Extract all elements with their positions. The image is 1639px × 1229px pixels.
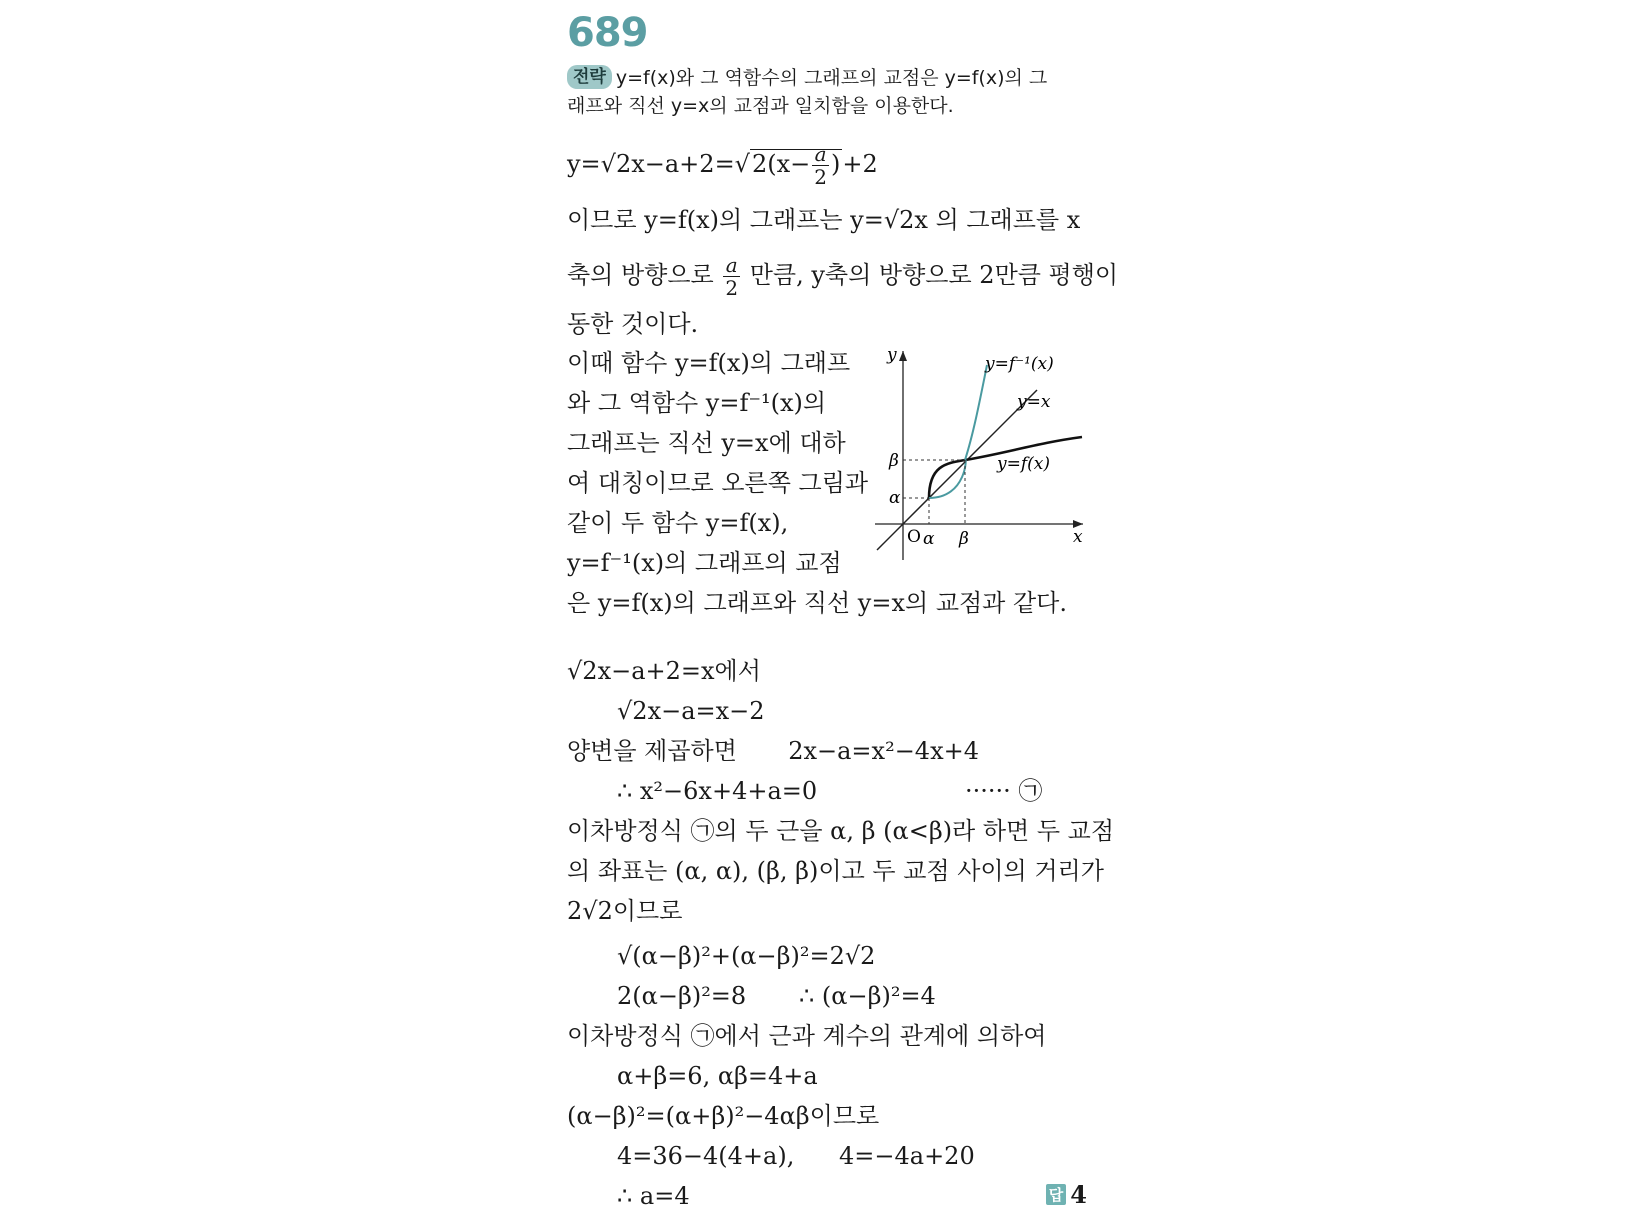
solution-line-11: α+β=6, αβ=4+a: [617, 1062, 818, 1090]
left-line-4: 여 대칭이므로 오른쪽 그림과: [567, 469, 869, 497]
solution-column: [567, 0, 1119, 1229]
strategy-badge: 전략: [567, 65, 612, 89]
solution-line-10: 이차방정식 ㉠에서 근과 계수의 관계에 의하여: [567, 1022, 1047, 1050]
solution-line-6: 의 좌표는 (α, α), (β, β)이고 두 교점 사이의 거리가: [567, 857, 1104, 885]
solution-line-13a: 4=36−4(4+a),: [617, 1142, 795, 1170]
solution-line-12: (α−β)²=(α+β)²−4αβ이므로: [567, 1102, 880, 1130]
solution-line-2: √2x−a=x−2: [617, 697, 765, 725]
solution-line-4: ∴ x²−6x+4+a=0: [617, 777, 818, 805]
alpha-y-label: α: [889, 488, 901, 508]
text-line-2a: 축의 방향으로: [567, 261, 714, 289]
solution-line-3: [567, 735, 979, 767]
inverse-label: y=f⁻¹(x): [985, 354, 1054, 374]
solution-line-13b: 4=−4a+20: [839, 1142, 975, 1170]
strategy-text-1: y=f(x)와 그 역함수의 그래프의 교점은 y=f(x)의 그: [615, 67, 1048, 89]
function-label: y=f(x): [997, 454, 1050, 474]
left-line-3: 그래프는 직선 y=x에 대하: [567, 429, 846, 457]
problem-number: 689: [567, 10, 648, 56]
answer: [1046, 1180, 1087, 1209]
alpha-x-label: α: [923, 529, 935, 549]
solution-line-1: √2x−a+2=x에서: [567, 657, 761, 685]
left-line-6: y=f⁻¹(x)의 그래프의 교점: [567, 549, 842, 577]
solution-line-7: 2√2이므로: [567, 897, 683, 925]
function-graph: [867, 345, 1087, 560]
equation-1: [567, 143, 878, 188]
answer-value: 4: [1070, 1180, 1087, 1209]
equation-1-radical: √2(x− $\frac{a}{2}$ ): [734, 142, 841, 189]
fraction-a-over-2: $\frac{a}{2}$: [814, 142, 827, 189]
solution-line-3-label: 양변을 제곱하면: [567, 737, 737, 765]
left-line-5: 같이 두 함수 y=f(x),: [567, 509, 789, 537]
equation-1-right: +2: [842, 150, 878, 178]
equation-reference: ······ ㉠: [965, 777, 1043, 805]
solution-line-14: ∴ a=4: [617, 1182, 690, 1210]
x-axis-label: x: [1073, 527, 1083, 547]
y-axis-arrow: [899, 351, 907, 361]
text-line-2: [567, 254, 1118, 299]
answer-badge: 답: [1046, 1184, 1067, 1205]
equation-1-left: y=√2x−a+2=: [567, 150, 735, 178]
beta-y-label: β: [889, 451, 899, 471]
beta-x-label: β: [959, 529, 969, 549]
strategy-line-2: 래프와 직선 y=x의 교점과 일치함을 이용한다.: [567, 95, 954, 117]
solution-line-8: √(α−β)²+(α−β)²=2√2: [617, 942, 876, 970]
origin-label: O: [907, 527, 921, 547]
solution-line-3-equation: 2x−a=x²−4x+4: [788, 737, 979, 765]
text-line-1: 이므로 y=f(x)의 그래프는 y=√2x 의 그래프를 x: [567, 206, 1081, 234]
left-line-2: 와 그 역함수 y=f⁻¹(x)의: [567, 389, 827, 417]
identity-label: y=x: [1017, 392, 1051, 412]
text-line-2b: 만큼, y축의 방향으로 2만큼 평행이: [749, 261, 1119, 289]
text-line-3: 동한 것이다.: [567, 310, 699, 338]
left-line-1: 이때 함수 y=f(x)의 그래프: [567, 349, 851, 377]
fraction-a-over-2-inline: $\frac{a}{2}$: [725, 253, 739, 300]
solution-line-9b: ∴ (α−β)²=4: [799, 982, 936, 1010]
inverse-curve: [929, 365, 987, 498]
y-axis-label: y: [887, 345, 897, 365]
text-after-graph: 은 y=f(x)의 그래프와 직선 y=x의 교점과 같다.: [567, 589, 1067, 617]
solution-line-5: 이차방정식 ㉠의 두 근을 α, β (α<β)라 하면 두 교점: [567, 817, 1115, 845]
solution-line-9a: 2(α−β)²=8: [617, 982, 747, 1010]
